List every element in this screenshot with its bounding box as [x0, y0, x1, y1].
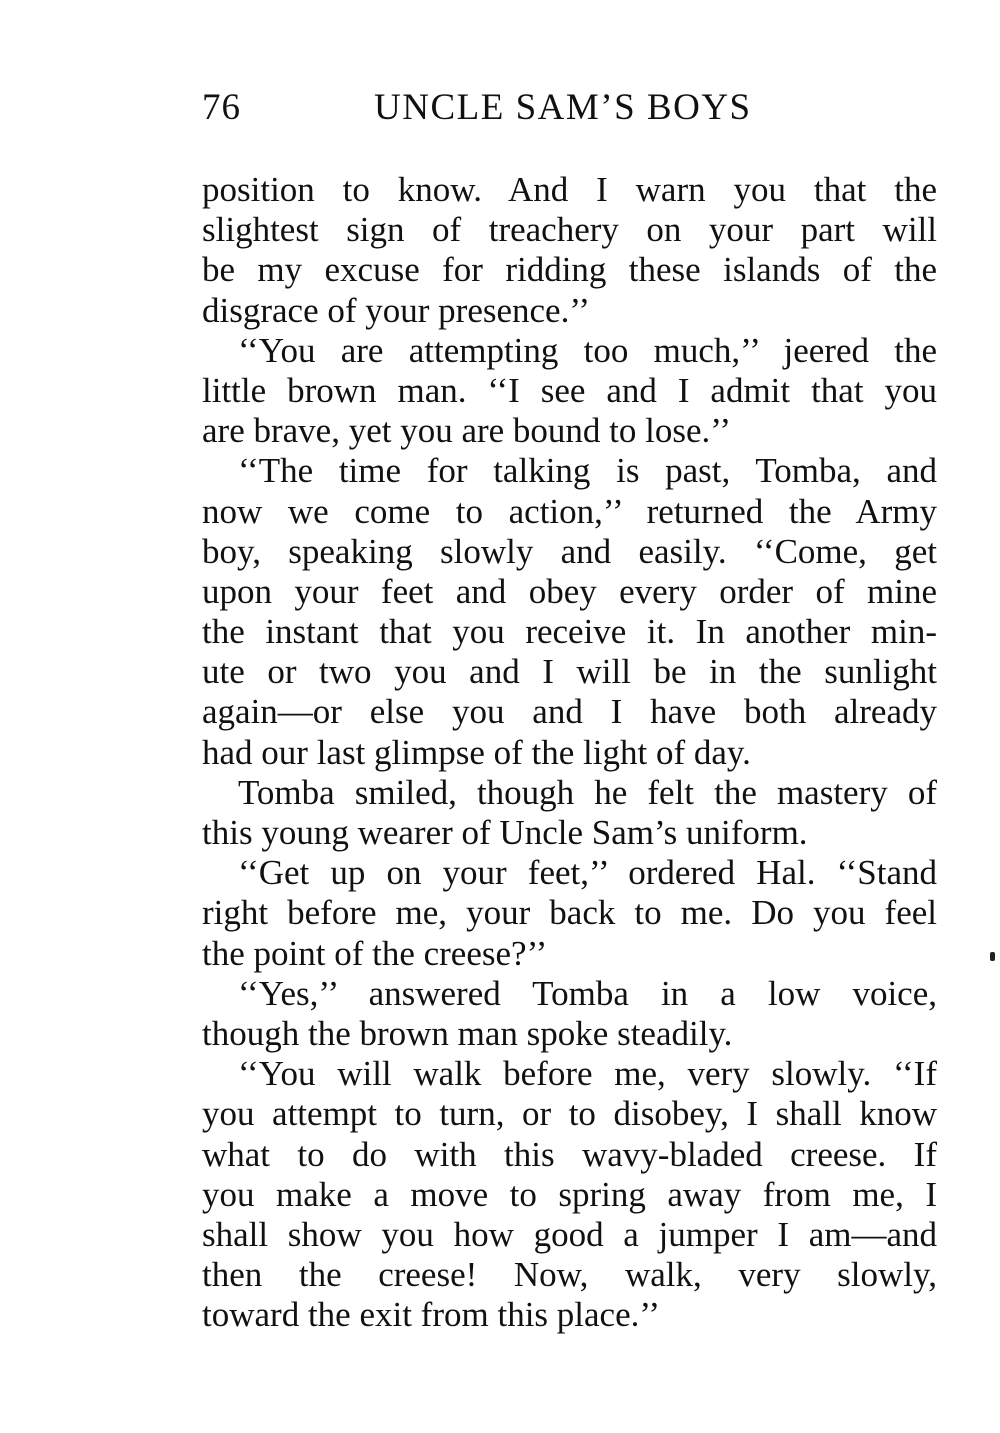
scan-speck-mark — [990, 952, 995, 961]
text-line: you attempt to turn, or to disobey, I shall know — [202, 1094, 937, 1134]
text-line: right before me, your back to me. Do you feel — [202, 893, 937, 933]
text-line: the point of the creese?’’ — [202, 933, 548, 973]
text-line: little brown man. ‘‘I see and I admit that you — [202, 370, 937, 410]
text-line: this young wearer of Uncle Sam’s uniform. — [202, 813, 808, 852]
text-line: Tomba smiled, though he felt the mastery of — [238, 772, 937, 812]
text-line: disgrace of your presence.’’ — [202, 290, 591, 330]
text-line: ‘‘You will walk before me, very slowly. ‘‘If — [238, 1054, 937, 1094]
text-line: boy, speaking slowly and easily. ‘‘Come, get — [202, 531, 937, 571]
text-line: ‘‘Yes,’’ answered Tomba in a low voice, — [238, 973, 937, 1013]
text-line: then the creese! Now, walk, very slowly, — [202, 1255, 937, 1295]
text-line: upon your feet and obey every order of mine — [202, 571, 937, 611]
text-line: be my excuse for ridding these islands of the — [202, 250, 937, 290]
body-text — [202, 170, 937, 1335]
text-line: ‘‘Get up on your feet,’’ ordered Hal. ‘‘Stand — [238, 853, 937, 893]
text-line: ute or two you and I will be in the sunlight — [202, 652, 937, 692]
text-line: now we come to action,’’ returned the Army — [202, 491, 937, 531]
text-line: toward the exit from this place.’’ — [202, 1295, 661, 1335]
text-line: though the brown man spoke steadily. — [202, 1013, 733, 1053]
text-line: the instant that you receive it. In another min- — [202, 612, 937, 652]
text-line: ‘‘You are attempting too much,’’ jeered the — [238, 330, 937, 370]
text-line: you make a move to spring away from me, I — [202, 1174, 937, 1214]
running-title: UNCLE SAM’S BOYS — [374, 87, 752, 128]
text-line: position to know. And I warn you that the — [202, 170, 937, 209]
text-line: again—or else you and I have both already — [202, 692, 937, 732]
text-line: are brave, yet you are bound to lose.’’ — [202, 411, 731, 451]
text-line: ‘‘The time for talking is past, Tomba, and — [238, 451, 937, 491]
text-line: slightest sign of treachery on your part will — [202, 210, 937, 250]
text-line: what to do with this wavy-bladed creese. If — [202, 1134, 937, 1174]
page-number: 76 — [202, 87, 241, 128]
running-head — [202, 86, 937, 134]
text-line: shall show you how good a jumper I am—and — [202, 1214, 937, 1254]
text-line: had our last glimpse of the light of day. — [202, 732, 751, 772]
